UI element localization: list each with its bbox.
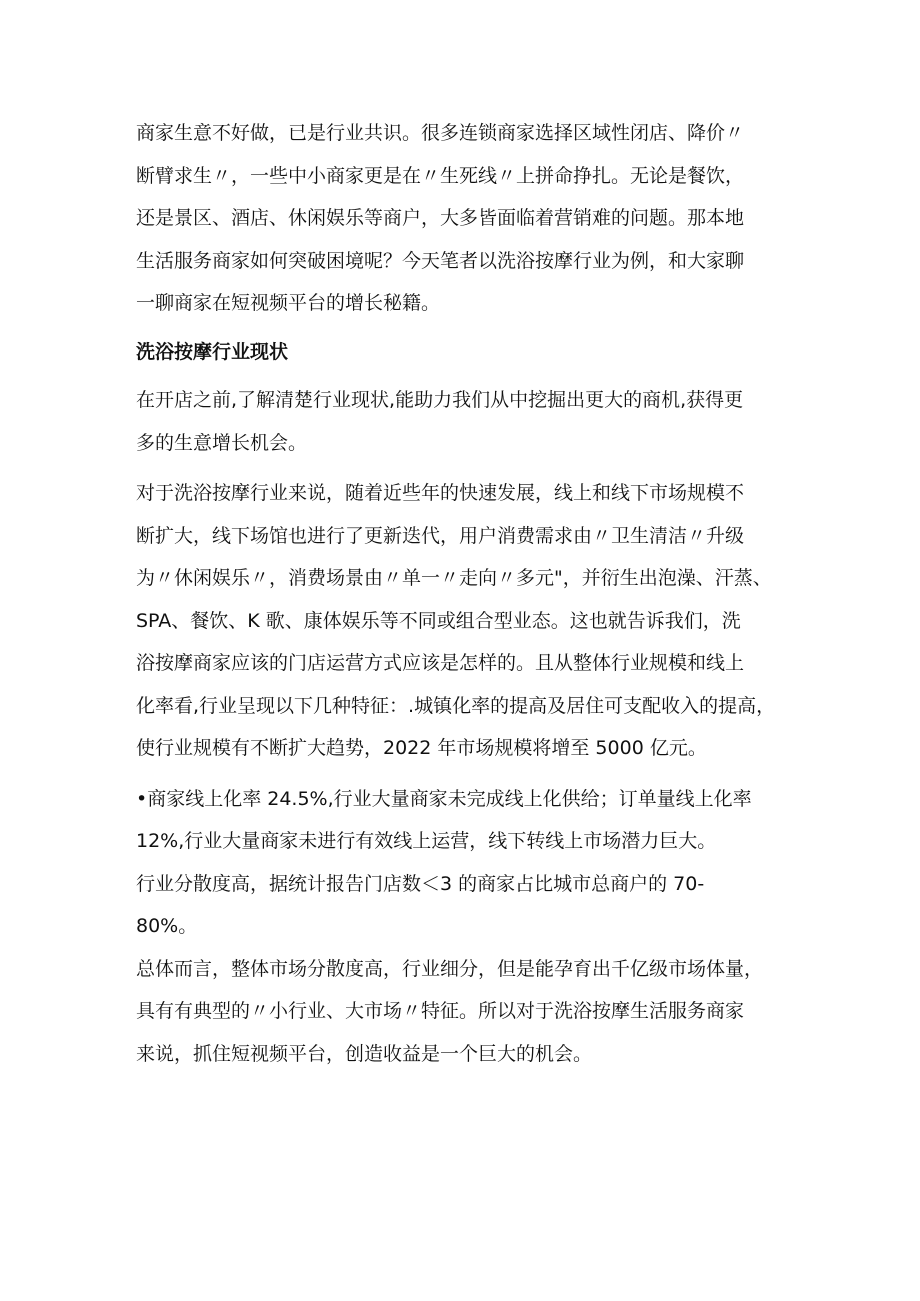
document-body <box>136 112 806 1075</box>
text-line: 使行业规模有不断扩大趋势，2022 年市场规模将增至 5000 亿元。 <box>136 737 707 759</box>
text-line: 浴按摩商家应该的门店运营方式应该是怎样的。且从整体行业规模和线上 <box>136 652 745 674</box>
industry-status-paragraph <box>136 379 806 464</box>
text-line: 对于洗浴按摩行业来说，随着近些年的快速发展，线上和线下市场规模不 <box>136 482 745 504</box>
text-line: 断扩大，线下场馆也进行了更新迭代，用户消费需求由〃卫生清洁〃升级 <box>136 524 745 547</box>
text-line: 在开店之前,了解清楚行业现状,能助力我们从中挖掘出更大的商机,获得更 <box>136 389 744 411</box>
text-line: 化率看,行业呈现以下几种特征：.城镇化率的提高及居住可支配收入的提高， <box>136 694 776 717</box>
text-line: 行业分散度高，据统计报告门店数＜3 的商家占比城市总商户的 70- <box>136 872 705 895</box>
industry-development-paragraph <box>136 472 806 770</box>
text-line: SPA、餐饮、K 歌、康体娱乐等不同或组合型业态。这也就告诉我们，洗 <box>136 609 741 632</box>
online-rate-paragraph <box>136 778 806 863</box>
text-line: 总体而言，整体市场分散度高，行业细分，但是能孕育出千亿级市场体量， <box>136 957 764 980</box>
text-line: 具有有典型的〃小行业、大市场〃特征。所以对于洗浴按摩生活服务商家 <box>136 1000 745 1022</box>
summary-paragraph <box>136 948 806 1076</box>
text-line: 生活服务商家如何突破困境呢？今天笔者以洗浴按摩行业为例，和大家聊 <box>136 249 745 272</box>
text-line: 多的生意增长机会。 <box>136 431 308 454</box>
text-line: 12%,行业大量商家未进行有效线上运营，线下转线上市场潜力巨大。 <box>136 830 717 852</box>
text-line: 断臂求生〃，一些中小商家更是在〃生死线〃上拼命挣扎。无论是餐饮， <box>136 164 745 187</box>
text-line: 来说，抓住短视频平台，创造收益是一个巨大的机会。 <box>136 1042 593 1065</box>
text-line: 商家生意不好做，已是行业共识。很多连锁商家选择区域性闭店、降价〃 <box>136 122 745 144</box>
section-heading: 洗浴按摩行业现状 <box>136 340 289 363</box>
text-line: 还是景区、酒店、休闲娱乐等商户，大多皆面临着营销难的问题。那本地 <box>136 207 745 229</box>
text-line: 一聊商家在短视频平台的增长秘籍。 <box>136 292 441 314</box>
dispersion-paragraph <box>136 863 806 948</box>
text-line: 为〃休闲娱乐〃，消费场景由〃单一〃走向〃多元"，并衍生出泡澡、汗蒸、 <box>136 567 772 589</box>
intro-paragraph <box>136 112 806 325</box>
text-line: 80%。 <box>136 915 198 937</box>
text-line: •商家线上化率 24.5%,行业大量商家未完成线上化供给；订单量线上化率 <box>136 787 752 810</box>
